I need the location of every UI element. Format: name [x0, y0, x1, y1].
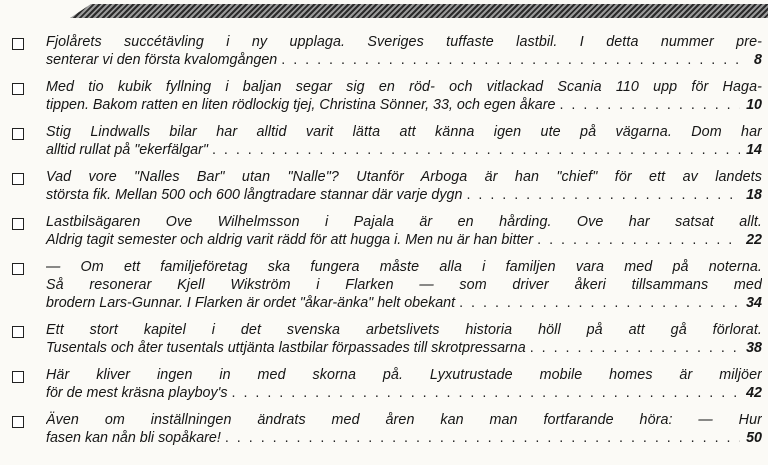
entry-text-line: största fik. Mellan 500 och 600 långtradare stannar där varje dygn — [46, 187, 463, 203]
leader-dots — [281, 51, 740, 69]
table-of-contents — [10, 33, 762, 456]
entry-text-line: Tusentals och åter tusentals uttjänta lastbilar förpassades till skrotpressarna — [46, 340, 526, 356]
entry-text-line: Fjolårets succétävling i ny upplaga. Sveriges tuffaste lastbil. I detta nummer pre- — [46, 34, 762, 50]
entry-text-line: Även om inställningen ändrats med åren kan man fortfarande höra: — Hur — [46, 412, 762, 428]
page-number: 50 — [746, 430, 762, 446]
toc-entry[interactable] — [10, 78, 762, 114]
checkbox-icon[interactable] — [12, 38, 24, 50]
entry-text-line: Lastbilsägaren Ove Wilhelmsson i Pajala är en hårding. Ove har satsat allt. — [46, 214, 762, 230]
page-number: 34 — [746, 295, 762, 311]
entry-text-line: för de mest kräsna playboy's — [46, 385, 228, 401]
entry-text-line: Här kliver ingen in med skorna på. Lyxutrustade mobile homes är miljöer — [46, 367, 762, 383]
checkbox-icon[interactable] — [12, 83, 24, 95]
leader-dots — [459, 294, 740, 312]
entry-text-line: tippen. Bakom ratten en liten rödlockig tjej, Christina Sönner, 33, och egen åkare — [46, 97, 556, 113]
checkbox-icon[interactable] — [12, 263, 24, 275]
entry-text-line: fasen kan nån bli sopåkare! — [46, 430, 221, 446]
checkbox-icon[interactable] — [12, 218, 24, 230]
page-number: 14 — [746, 142, 762, 158]
page-number: 38 — [746, 340, 762, 356]
checkbox-icon[interactable] — [12, 371, 24, 383]
leader-dots — [212, 141, 740, 159]
page-number: 42 — [746, 385, 762, 401]
decorative-header-bar — [70, 4, 768, 18]
entry-text-line: Med tio kubik fyllning i baljan segar sig en röd- och vitlackad Scania 110 upp för Haga- — [46, 79, 762, 95]
entry-text-line: Stig Lindwalls bilar har alltid varit lätta att känna igen ute på vägarna. Dom har — [46, 124, 762, 140]
entry-text-line: — Om ett familjeföretag ska fungera måste alla i familjen vara med på noterna. — [46, 259, 762, 275]
leader-dots — [530, 339, 740, 357]
checkbox-icon[interactable] — [12, 128, 24, 140]
page-number: 8 — [754, 52, 762, 68]
entry-text-line: brodern Lars-Gunnar. I Flarken är ordet "åkar-änka" helt obekant — [46, 295, 456, 311]
leader-dots — [232, 384, 740, 402]
toc-entry[interactable] — [10, 411, 762, 447]
toc-entry[interactable] — [10, 321, 762, 357]
entry-text-line: Aldrig tagit semester och aldrig varit rädd för att hugga i. Men nu är han bitter — [46, 232, 534, 248]
toc-entry[interactable] — [10, 213, 762, 249]
page-number: 18 — [746, 187, 762, 203]
page-number: 10 — [746, 97, 762, 113]
checkbox-icon[interactable] — [12, 326, 24, 338]
entry-text-line: Så resonerar Kjell Wikström i Flarken — som driver åkeri tillsammans med — [46, 277, 762, 293]
toc-entry[interactable] — [10, 258, 762, 312]
toc-entry[interactable] — [10, 33, 762, 69]
leader-dots — [537, 231, 740, 249]
page-number: 22 — [746, 232, 762, 248]
toc-entry[interactable] — [10, 123, 762, 159]
entry-text-line: Vad vore "Nalles Bar" utan "Nalle"? Utanför Arboga är han "chief" för ett av landets — [46, 169, 762, 185]
entry-text-line: alltid rullat på "ekerfälgar" — [46, 142, 208, 158]
toc-entry[interactable] — [10, 168, 762, 204]
entry-text-line: Ett stort kapitel i det svenska arbetslivets historia höll på att gå förlorat. — [46, 322, 762, 338]
toc-entry[interactable] — [10, 366, 762, 402]
leader-dots — [466, 186, 740, 204]
checkbox-icon[interactable] — [12, 416, 24, 428]
checkbox-icon[interactable] — [12, 173, 24, 185]
entry-text-line: senterar vi den första kvalomgången — [46, 52, 278, 68]
leader-dots — [559, 96, 740, 114]
leader-dots — [225, 429, 740, 447]
